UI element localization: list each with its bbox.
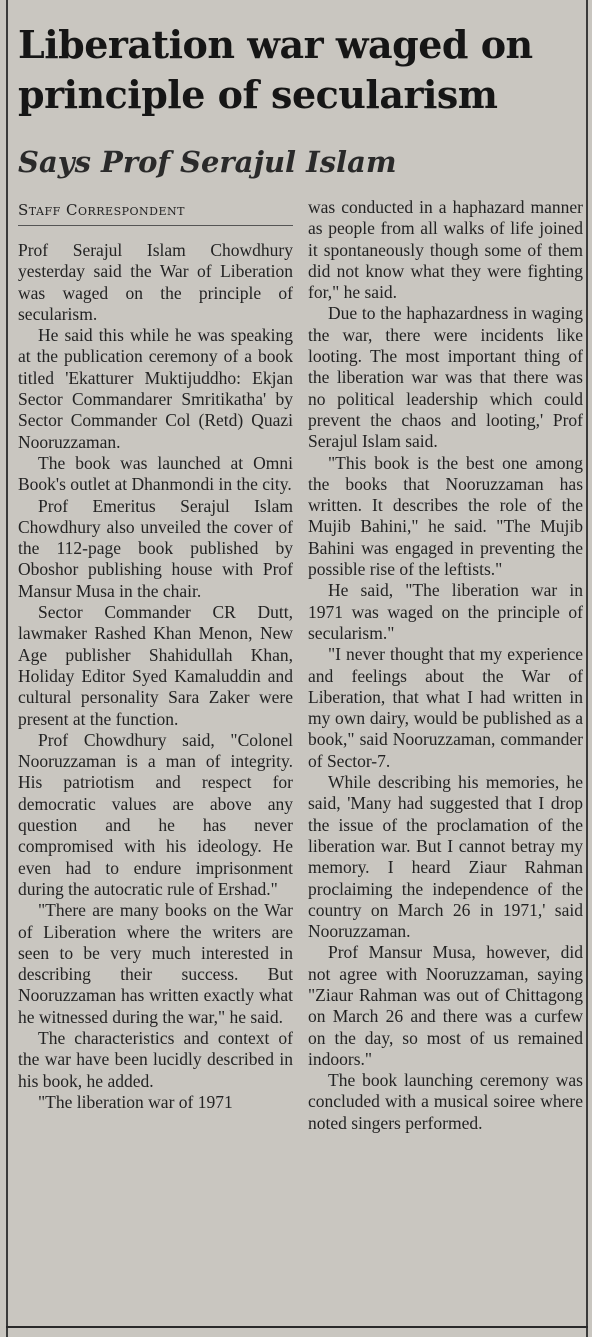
paragraph: "This book is the best one among the books that Nooruzzaman has written. It describes the role of the Mujib Bahini," he said. "The Mujib Bahini was engaged in preventing the possible rise of the leftists." xyxy=(308,452,583,580)
paragraph: Prof Chowdhury said, "Colonel Nooruzzaman is a man of integrity. His patriotism and respect for democratic values are above any question and he has never compromised with his ideology. He even had to endure imprisonment during the autocratic rule of Ershad." xyxy=(18,729,293,899)
headline-line-2: principle of secularism xyxy=(18,72,498,117)
paragraph: Due to the haphazardness in waging the war, there were incidents like looting. The most important thing of the liberation war was that there was no political leadership which could prevent the chaos and looting,' Prof Serajul Islam said. xyxy=(308,303,583,452)
paragraph: While describing his memories, he said, 'Many had suggested that I drop the issue of the proclamation of the liberation war. But I cannot betray my memory. I heard Ziaur Rahman proclaiming the independence of the country on March 26 in 1971,' said Nooruzzaman. xyxy=(308,772,583,942)
paragraph: "The liberation war of 1971 xyxy=(38,1091,233,1112)
paragraph: He said, "The liberation war in 1971 was waged on the principle of secularism." xyxy=(308,580,583,643)
paragraph: Prof Emeritus Serajul Islam Chowdhury also unveiled the cover of the 112-page book published by Oboshor publishing house with Prof Mansur Musa in the chair. xyxy=(18,495,293,601)
paragraph: "I never thought that my experience and feelings about the War of Liberation, that what I had written in my own dairy, would be published as a book," said Nooruzzaman, commander of Sector-7. xyxy=(308,644,583,771)
article-column-right xyxy=(308,197,583,1134)
column-rule-right xyxy=(586,0,588,1337)
subheadline: Says Prof Serajul Islam xyxy=(18,145,397,179)
paragraph: The book was launched at Omni Book's outlet at Dhanmondi in the city. xyxy=(18,452,293,495)
paragraph: Prof Mansur Musa, however, did not agree with Nooruzzaman, saying "Ziaur Rahman was out of Chittagong on March 26 and there was a curfew on the day, so most of us remained indoors." xyxy=(308,942,583,1069)
paragraph: "There are many books on the War of Liberation where the writers are seen to be very much interested in describing their success. But Nooruzzaman has written exactly what he witnessed during the war," he said. xyxy=(18,900,293,1027)
headline-line-1: Liberation war waged on xyxy=(18,22,533,67)
column-rule-left xyxy=(6,0,8,1337)
paragraph: He said this while he was speaking at the publication ceremony of a book titled 'Ekatturer Muktijuddho: Ekjan Sector Commandarer Smritikatha' by Sector Commander Col (Retd) Quazi Nooruzzaman. xyxy=(18,325,293,452)
paragraph: Prof Serajul Islam Chowdhury yesterday said the War of Liberation was waged on the principle of secularism. xyxy=(18,240,293,324)
bottom-border xyxy=(6,1326,588,1328)
paragraph: The characteristics and context of the war have been lucidly described in his book, he added. xyxy=(18,1027,293,1091)
byline-divider xyxy=(18,225,293,226)
headline xyxy=(18,20,578,120)
article-column-left xyxy=(18,240,293,1113)
paragraph: The book launching ceremony was concluded with a musical soiree where noted singers performed. xyxy=(308,1070,583,1133)
byline: Staff Correspondent xyxy=(18,201,185,219)
paragraph: was conducted in a haphazard manner as people from all walks of life joined it spontaneously though some of them did not know what they were fighting for," he said. xyxy=(308,197,583,303)
paragraph: Sector Commander CR Dutt, lawmaker Rashed Khan Menon, New Age publisher Shahidullah Khan, Holiday Editor Syed Kamaluddin and cultural personality Sara Zaker were present at the function. xyxy=(18,602,293,729)
